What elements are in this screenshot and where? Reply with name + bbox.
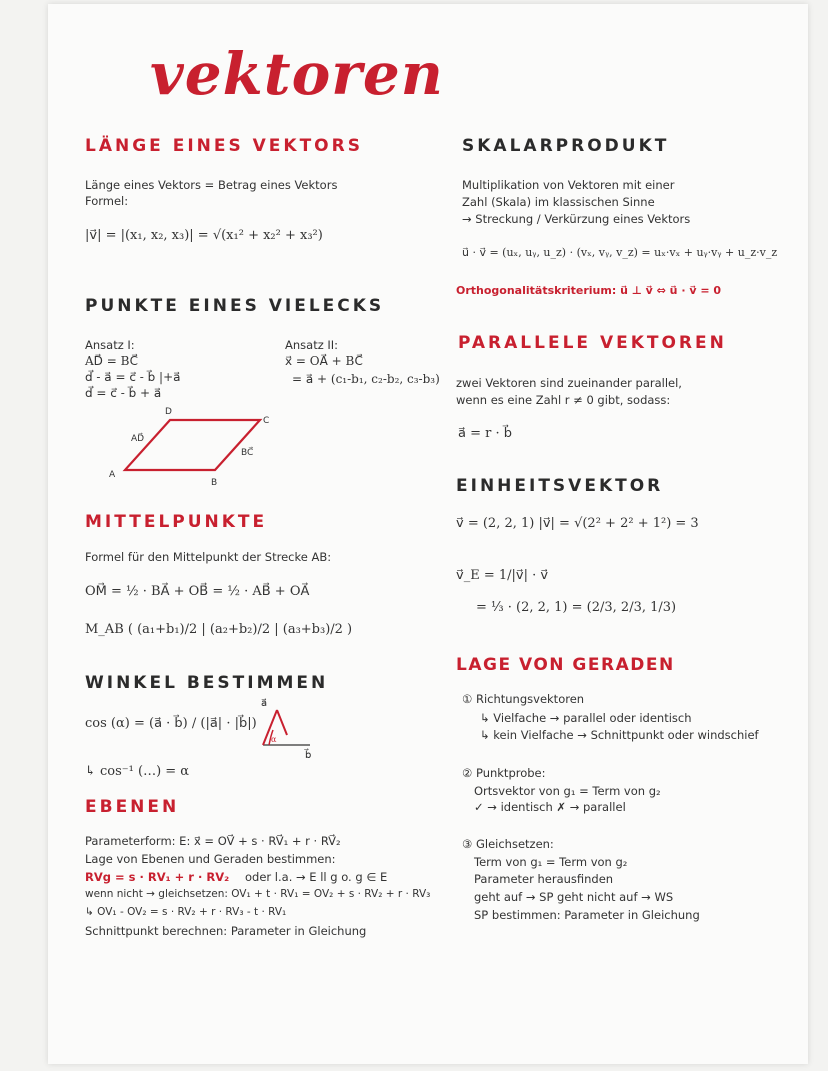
angle-label-b: b⃗: [305, 750, 312, 761]
heading-winkel: WINKEL BESTIMMEN: [85, 673, 329, 693]
ebenen-line5: ↳ OV₁ - OV₂ = s · RV₂ + r · RV₃ - t · RV₁: [85, 906, 287, 918]
skalar-line3: → Streckung / Verkürzung eines Vektors: [462, 212, 691, 226]
parallel-line1: zwei Vektoren sind zueinander parallel,: [456, 376, 682, 390]
lage-s2a: Ortsvektor von g₁ = Term von g₂: [474, 784, 661, 798]
ebenen-line1: Parameterform: E: x⃗ = OV⃗ + s · RV⃗₁ + r · RV⃗₂: [85, 834, 341, 848]
einheit-formula3: = ⅓ · (2, 2, 1) = (2/3, 2/3, 1/3): [476, 600, 677, 615]
lage-s3c: geht auf → SP geht nicht auf → WS: [474, 890, 674, 904]
parallel-line2: wenn es eine Zahl r ≠ 0 gibt, sodass:: [456, 393, 671, 407]
lage-s3: ③ Gleichsetzen:: [462, 837, 554, 851]
ansatz1-line2: d⃗ - a⃗ = c⃗ - b⃗ |+a⃗: [85, 370, 181, 384]
laenge-formula: |v⃗| = |(x₁, x₂, x₃)| = √(x₁² + x₂² + x₃²): [85, 228, 323, 243]
ansatz2-line2: = a⃗ + (c₁-b₁, c₂-b₂, c₃-b₃): [292, 372, 440, 386]
angle-label-alpha: α: [271, 735, 277, 744]
einheit-formula1: v⃗ = (2, 2, 1) |v⃗| = √(2² + 2² + 1²) = 3: [456, 516, 699, 531]
heading-mittelpunkte: MITTELPUNKTE: [85, 512, 268, 532]
lage-s3b: Parameter herausfinden: [474, 872, 614, 886]
winkel-formula2: ↳ cos⁻¹ (…) = α: [85, 764, 190, 779]
ebenen-line4: wenn nicht → gleichsetzen: OV₁ + t · RV₁ = OV₂ + s · RV₂ + r · RV₃: [85, 888, 431, 900]
lage-s1b: ↳ kein Vielfache → Schnittpunkt oder windschief: [480, 728, 759, 742]
label-d: D: [165, 407, 172, 417]
ansatz1-line1: AD⃗ = BC⃗: [85, 354, 139, 368]
lage-s3d: SP bestimmen: Parameter in Gleichung: [474, 908, 700, 922]
label-ad: AD⃗: [131, 434, 145, 444]
ebenen-line6: Schnittpunkt berechnen: Parameter in Gleichung: [85, 924, 367, 938]
ansatz2-label: Ansatz II:: [285, 338, 339, 352]
lage-s3a: Term von g₁ = Term von g₂: [474, 855, 628, 869]
lage-s1: ① Richtungsvektoren: [462, 692, 585, 706]
skalar-orthogonal: Orthogonalitätskriterium: u⃗ ⊥ v⃗ ⇔ u⃗ · v⃗ = 0: [456, 284, 722, 297]
angle-figure: [255, 700, 325, 760]
winkel-formula1: cos (α) = (a⃗ · b⃗) / (|a⃗| · |b⃗|): [85, 716, 257, 731]
mittelpunkte-formula1: OM⃗ = ½ · BA⃗ + OB⃗ = ½ · AB⃗ + OA⃗: [85, 584, 310, 599]
skalar-line1: Multiplikation von Vektoren mit einer: [462, 178, 675, 192]
heading-parallel: PARALLELE VEKTOREN: [458, 333, 727, 353]
heading-ebenen: EBENEN: [85, 797, 180, 817]
heading-skalar: SKALARPRODUKT: [462, 136, 670, 156]
label-bc: BC⃗: [241, 448, 254, 458]
heading-laenge: LÄNGE EINES VEKTORS: [85, 136, 363, 156]
heading-punkte: PUNKTE EINES VIELECKS: [85, 296, 385, 316]
angle-label-a: a⃗: [261, 698, 268, 709]
ansatz1-line3: d⃗ = c⃗ - b⃗ + a⃗: [85, 386, 162, 400]
skalar-line2: Zahl (Skala) im klassischen Sinne: [462, 195, 655, 209]
laenge-line1: Länge eines Vektors = Betrag eines Vektors: [85, 178, 338, 192]
ansatz2-line1: x⃗ = OA⃗ + BC⃗: [285, 354, 363, 368]
mittelpunkte-line1: Formel für den Mittelpunkt der Strecke AB:: [85, 550, 332, 564]
label-b: B: [211, 478, 218, 488]
notes-sheet: [48, 4, 808, 1064]
parallelogram-shape: [125, 420, 260, 470]
lage-s1a: ↳ Vielfache → parallel oder identisch: [480, 711, 692, 725]
mittelpunkte-formula2: M_AB ( (a₁+b₁)/2 | (a₂+b₂)/2 | (a₃+b₃)/2 ): [85, 622, 353, 637]
ebenen-line2: Lage von Ebenen und Geraden bestimmen:: [85, 852, 336, 866]
lage-s2: ② Punktprobe:: [462, 766, 546, 780]
ebenen-line3: RVg = s · RV₁ + r · RV₂: [85, 870, 230, 884]
label-a: A: [109, 470, 116, 480]
heading-einheit: EINHEITSVEKTOR: [456, 476, 664, 496]
ansatz1-label: Ansatz I:: [85, 338, 135, 352]
einheit-formula2: v⃗_E = 1/|v⃗| · v⃗: [456, 568, 549, 583]
parallelogram-figure: [105, 405, 305, 488]
heading-lage: LAGE VON GERADEN: [456, 655, 675, 675]
laenge-line2: Formel:: [85, 194, 129, 208]
lage-s2b: ✓ → identisch ✗ → parallel: [474, 800, 626, 814]
parallel-formula: a⃗ = r · b⃗: [458, 426, 512, 441]
skalar-formula: u⃗ · v⃗ = (uₓ, uᵧ, u_z) · (vₓ, vᵧ, v_z) = uₓ·vₓ + uᵧ·vᵧ + u_z·v_z: [462, 246, 778, 259]
page-title: vektoren: [150, 40, 444, 108]
label-c: C: [263, 416, 270, 426]
ebenen-line3b: oder l.a. → E ll g o. g ∈ E: [245, 870, 388, 884]
